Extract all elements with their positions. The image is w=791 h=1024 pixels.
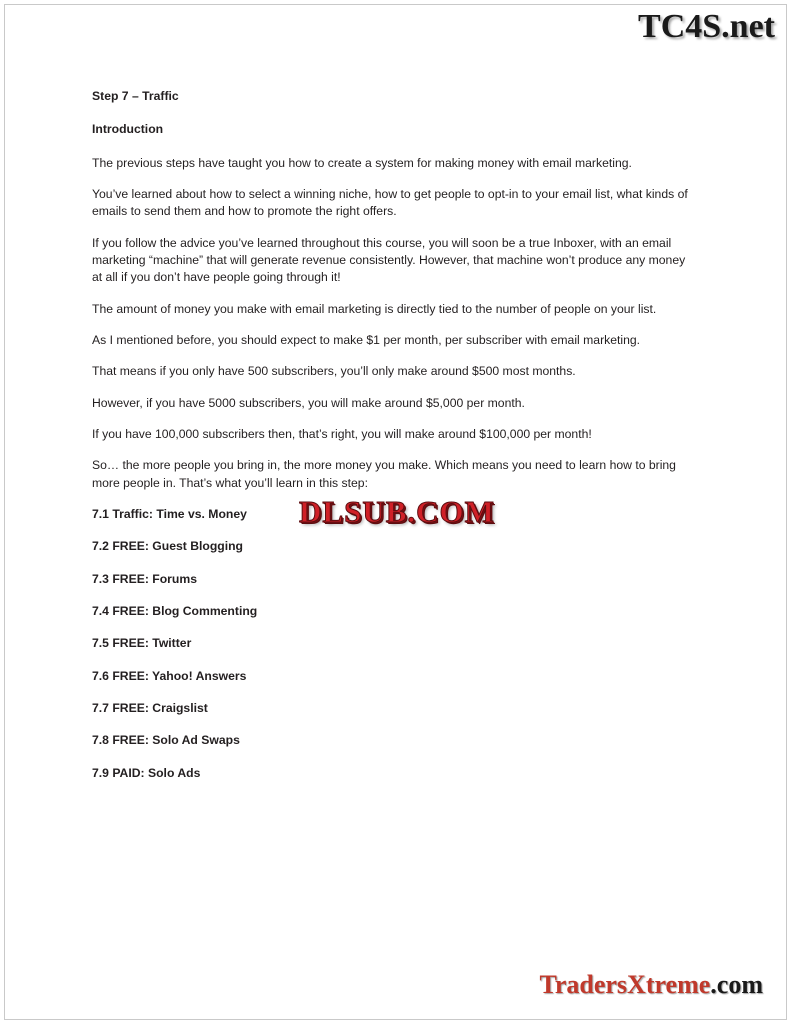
paragraph: If you follow the advice you’ve learned throughout this course, you will soon be a true Inboxer, with an email marketing “machine” that will generate revenue consistently. However, that machine won’t produce any money at all if you don’t have people going through it! (92, 235, 686, 285)
dlsub-stamp-overlay (258, 494, 536, 530)
paragraph: That means if you only have 500 subscribers, you’ll only make around $500 most months. (92, 364, 576, 379)
paragraph: The amount of money you make with email marketing is directly tied to the number of people on your list. (92, 301, 657, 316)
list-item: 7.5 FREE: Twitter (92, 636, 192, 651)
paragraph: As I mentioned before, you should expect to make $1 per month, per subscriber with email marketing. (92, 332, 641, 347)
section-subheading: Introduction (92, 122, 164, 137)
paragraph: However, if you have 5000 subscribers, you will make around $5,000 per month. (92, 395, 525, 410)
list-item: 7.8 FREE: Solo Ad Swaps (92, 733, 240, 748)
paragraph: If you have 100,000 subscribers then, that’s right, you will make around $100,000 per month! (92, 426, 592, 441)
section-list (92, 506, 698, 782)
list-item: 7.9 PAID: Solo Ads (92, 765, 201, 780)
paragraph: So… the more people you bring in, the more money you make. Which means you need to learn how to bring more people in. That’s what you’ll learn in this step: (92, 458, 676, 490)
site-watermark-bottom-tld: .com (710, 970, 763, 999)
dlsub-stamp-text: DLSUB.COM (299, 494, 495, 529)
site-watermark-bottom (539, 970, 763, 1000)
site-watermark-top: TC4S.net (638, 8, 775, 45)
list-item: 7.2 FREE: Guest Blogging (92, 539, 243, 554)
paragraph: The previous steps have taught you how to create a system for making money with email marketing. (92, 155, 632, 170)
list-item: 7.7 FREE: Craigslist (92, 700, 208, 715)
paragraph: You’ve learned about how to select a winning niche, how to get people to opt-in to your email list, what kinds of emails to send them and how to promote the right offers. (92, 186, 688, 219)
list-item: 7.1 Traffic: Time vs. Money (92, 506, 247, 521)
site-watermark-bottom-name: TradersXtreme (539, 970, 711, 999)
list-item: 7.4 FREE: Blog Commenting (92, 603, 258, 618)
list-item: 7.6 FREE: Yahoo! Answers (92, 668, 247, 683)
list-item: 7.3 FREE: Forums (92, 571, 197, 586)
page-title: Step 7 – Traffic (92, 89, 179, 103)
document-body (92, 88, 698, 797)
